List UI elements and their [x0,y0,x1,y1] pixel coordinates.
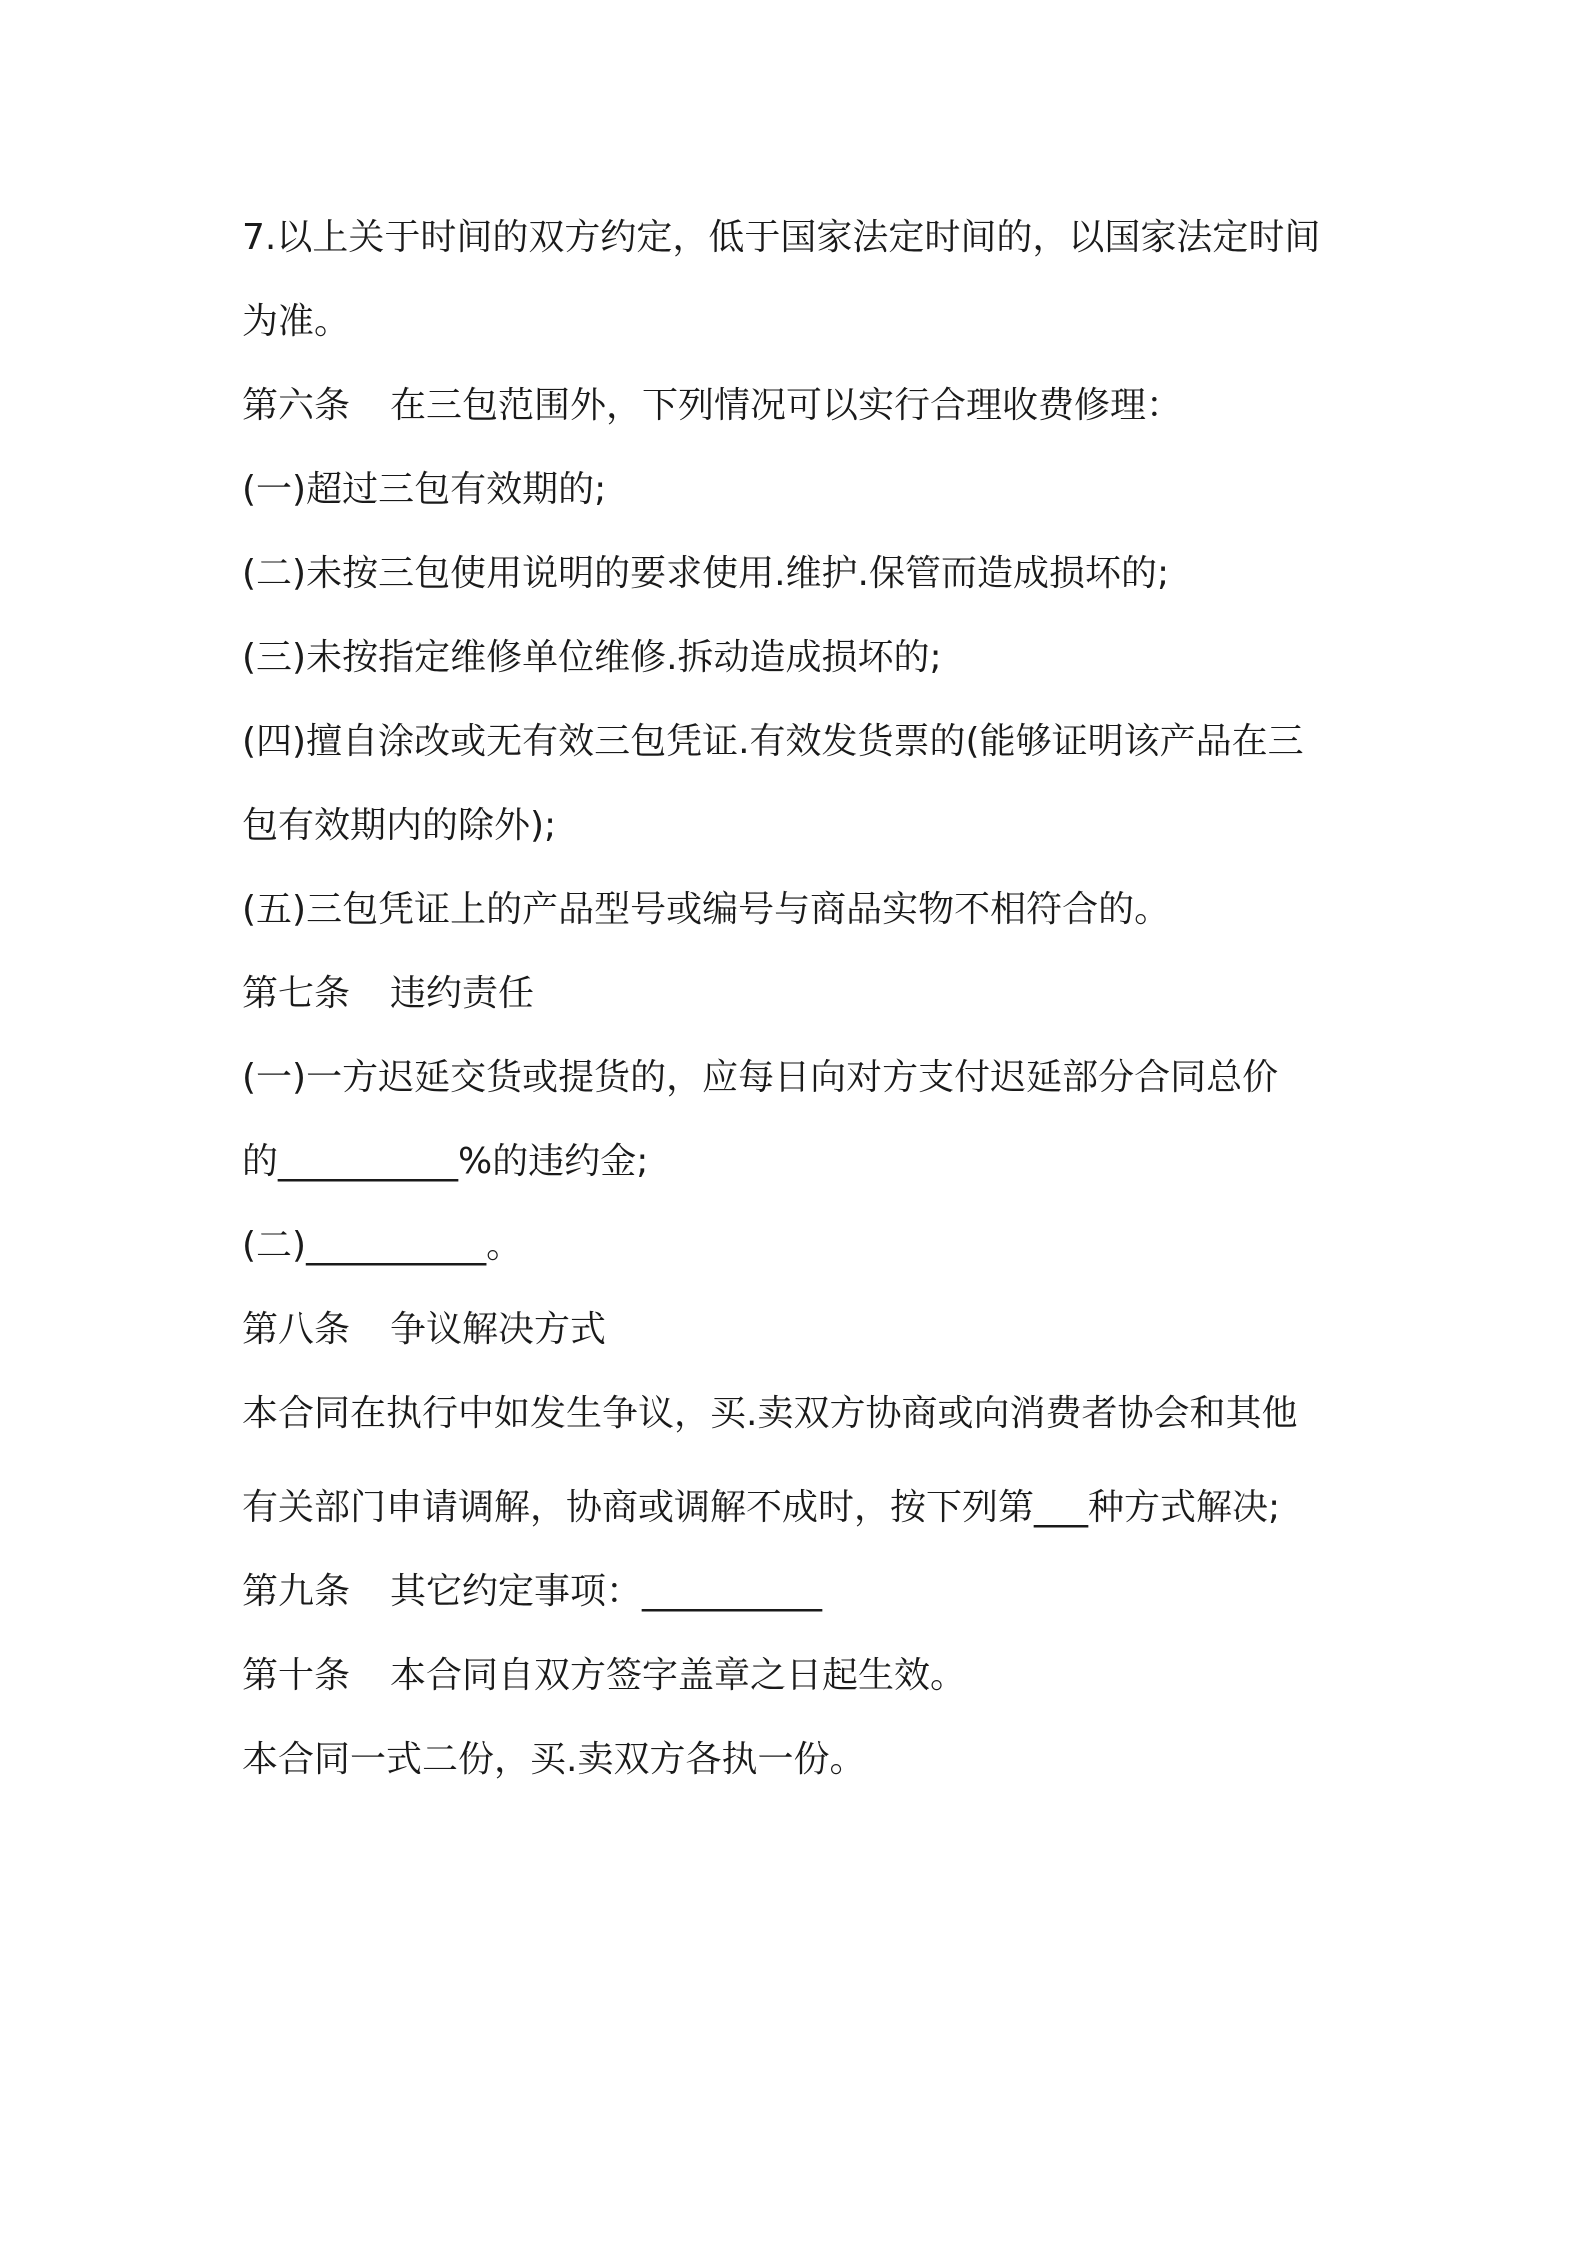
article-6-heading: 第六条 [242,385,351,426]
article-6-item-1: (一)超过三包有效期的; [242,469,607,510]
article-8-heading: 第八条 [242,1309,351,1350]
article-6-item-5: (五)三包凭证上的产品型号或编号与商品实物不相符合的。 [242,889,1171,930]
article-8 [242,1288,1362,1372]
article-8-title: 争议解决方式 [390,1309,607,1350]
article-9 [242,1550,1362,1634]
contract-body [242,196,1362,1802]
clause-7-line-1: 7.以上关于时间的双方约定，低于国家法定时间的，以国家法定时间 [242,217,1321,258]
article-7-item-1-line-2: 的__________%的违约金; [242,1141,649,1182]
article-7-title: 违约责任 [390,973,535,1014]
article-7-item-2: (二)__________。 [242,1225,523,1266]
article-10 [242,1634,1362,1718]
article-6-item-3: (三)未按指定维修单位维修.拆动造成损坏的; [242,637,942,678]
article-7-heading: 第七条 [242,973,351,1014]
article-6-item-4-line-1: (四)擅自涂改或无有效三包凭证.有效发货票的(能够证明该产品在三 [242,721,1304,762]
article-10-heading: 第十条 [242,1655,351,1696]
article-6-item-4-line-2: 包有效期内的除外); [242,805,557,846]
article-10-text: 本合同自双方签字盖章之日起生效。 [390,1655,967,1696]
article-6-item-2: (二)未按三包使用说明的要求使用.维护.保管而造成损坏的; [242,553,1170,594]
article-9-text: 其它约定事项：__________ [390,1571,823,1612]
article-7-item-1-line-1: (一)一方迟延交货或提货的，应每日向对方支付迟延部分合同总价 [242,1057,1279,1098]
article-6 [242,364,1362,448]
article-8-text-line-1: 本合同在执行中如发生争议，买.卖双方协商或向消费者协会和其他 [242,1393,1298,1434]
clause-7-line-2: 为准。 [242,301,351,342]
article-8-text-line-2: 有关部门申请调解，协商或调解不成时，按下列第___种方式解决; [242,1487,1281,1528]
article-6-text: 在三包范围外，下列情况可以实行合理收费修理： [390,385,1183,426]
article-7 [242,952,1362,1036]
closing-line: 本合同一式二份，买.卖双方各执一份。 [242,1739,866,1780]
article-9-heading: 第九条 [242,1571,351,1612]
